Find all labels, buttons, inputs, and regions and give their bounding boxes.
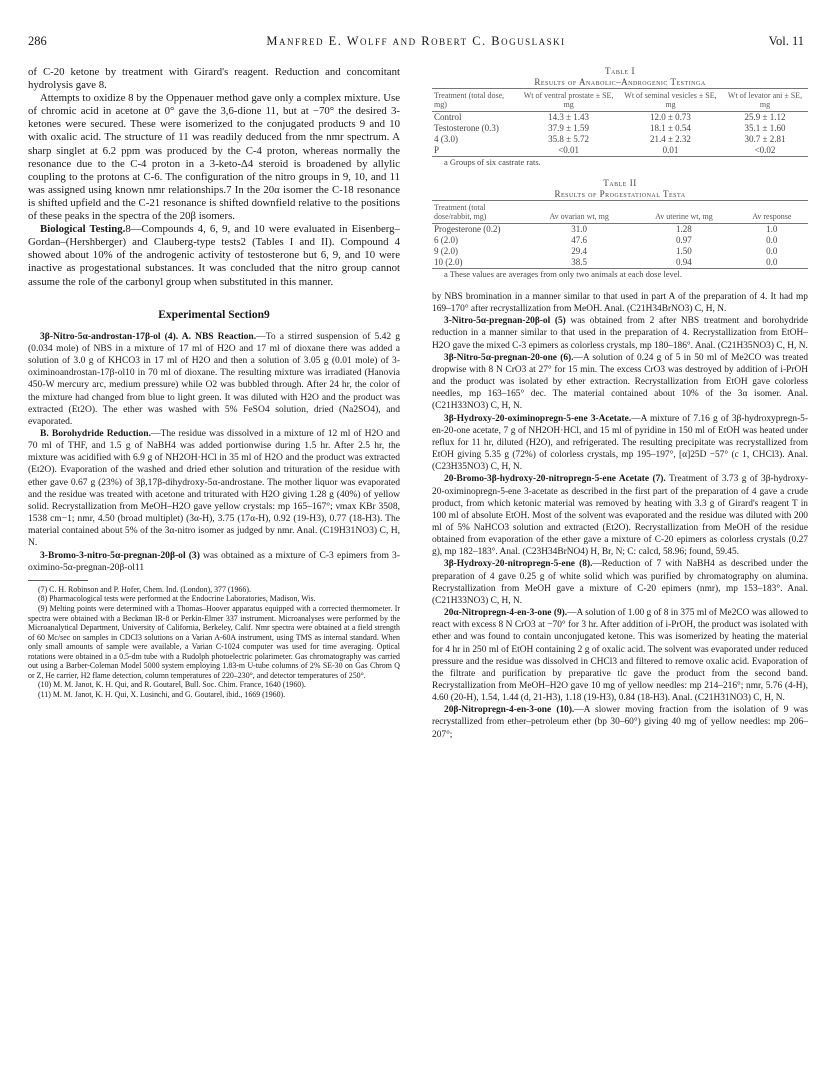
paragraph	[28, 550, 400, 574]
table-footnote: a These values are averages from only two animals at each dose level.	[444, 268, 682, 279]
table-cell: 1.50	[676, 245, 692, 256]
table-row	[432, 134, 808, 145]
column-header: Av uterine wt, mg	[655, 211, 713, 221]
footnote: (11) M. M. Janot, K. H. Qui, X. Lusinchi, and G. Goutarel, ibid., 1669 (1960).	[38, 689, 286, 699]
data-table	[432, 88, 808, 157]
paragraph	[432, 558, 808, 607]
table-caption: Results of Anabolic–Androgenic Testinga	[534, 77, 706, 87]
table-cell: 14.3 ± 1.43	[548, 112, 590, 122]
table-cell: Testosterone (0.3)	[434, 123, 499, 133]
page-header	[28, 34, 804, 50]
footnote: (8) Pharmacological tests were performed at the Endocrine Laboratories, Madison, Wis.	[38, 594, 316, 604]
paragraph	[28, 428, 400, 550]
paragraph-text: —The residue was dissolved in a mixture of 12 ml of H2O and 70 ml of THF, and 1.5 g of NaBH4 was added portionwise during 1.5 hr. After 2.5 hr, the mixture was acidified with 6.9 g of NH2OH·HCl in 35 ml of H2O and the product was extracted (Et2O). Evaporation of the washed and dried ether solution and trituration of the residue with ether gave 0.67 g (23%) of 3β,17β-dihydroxy-5α-androstane. The mother liquor was evaporated and the residue was treated with acetone and triturated with H2O giving 1.28 g (40%) of yellow solid. Recrystallization from MeOH–H2O gave yellow crystals: mp 165–167°; νmax KBr 3508, 1538 cm−1; nmr, 4.50 (broad multiplet) (3α-H), 3.75 (17α-H), 0.92 (19-H3), 0.77 (18-H3). The material contained about 5% of the 3α-nitro isomer as judged by nmr. Anal. (C19H31NO3) C, H, N.	[28, 428, 400, 549]
table-cell: 10 (2.0)	[434, 256, 463, 267]
left-column	[28, 66, 400, 699]
paragraph-heading: Biological Testing.	[40, 223, 126, 236]
paragraph-text: —A solution of 0.24 g of 5 in 50 ml of Me2CO was treated dropwise with 8 N CrO3 at 27° for 15 min. The excess CrO3 was destroyed by addition of i-PrOH and the product was isolated by ether extraction. Recrystallization from EtOH gave colorless needles, mp 163–165° dec. The material contained about 10% of the 3α isomer. Anal. (C21H33NO3) C, H, N.	[432, 352, 809, 412]
paragraph-heading: 20-Bromo-3β-hydroxy-20-nitropregn-5-ene Acetate (7).	[444, 474, 666, 485]
table-cell: 25.9 ± 1.12	[744, 112, 786, 122]
table-cell: 1.28	[676, 223, 692, 234]
table-cell: <0.01	[558, 145, 579, 155]
paragraph-heading: B. Borohydride Reduction.	[40, 428, 151, 439]
table-cell: 0.0	[766, 245, 778, 256]
paragraph	[28, 331, 400, 428]
paragraph-text: —To a stirred suspension of 5.42 g (0.034 mole) of NBS in a mixture of 17 ml of H2O and 17 ml of dioxane there was added a solution of 3.0 g of KHCO3 in 17 ml of H2O and then a solution of 3.05 g (0.01 mole) of 3-oximinoandrostan-17β-ol10 in 70 ml of dioxane. The resulting mixture was irradiated (Hanovia 450-W mercury arc, medium pressure) while O2 was bubbled through. After 24 hr, the color of the mixture had changed from blue to light green. It was diluted with H2O and the product was extracted (Et2O). The ether was washed with 5% FeSO4 solution, dried (Na2SO4), and evaporated.	[28, 330, 400, 427]
table-row	[432, 112, 808, 124]
column-header: Wt of ventral prostate ± SE, mg	[523, 91, 614, 109]
table-row	[432, 235, 808, 246]
table-cell: 30.7 ± 2.81	[744, 134, 786, 144]
table-cell: 35.1 ± 1.60	[744, 123, 786, 133]
table-cell: 9 (2.0)	[434, 245, 458, 256]
paragraph	[432, 607, 808, 704]
footnote: (9) Melting points were determined with a Thomas–Hoover apparatus equipped with a corrected thermometer. Ir spectra were obtained with a Beckman IR-8 or Perkin-Elmer 337 instrument. Microanalyses were performed by the Microanalytical Department, University of California, Berkeley, Calif. Nmr spectra were obtained at a field strength of 60 Mc/sec on samples in CDCl3 solutions on a Varian A-60A instrument, using TMS as internal standard. When only small amounts of sample were available, a Varian C-1024 computer was used for time averaging. Optical rotations were obtained in a 0.5-dm tube with a Rudolph photoelectric polarimeter. Gas chromatography was carried out using a Barber-Coleman Model 5000 system employing 1.83-m U-tube columns of 2% SE-30 on Gas Chrom Q or Z, He carrier, H2 flame detection, column temperatures of 220–230°, and detector temperatures of 250°.	[28, 603, 400, 680]
paragraph-heading: 3β-Nitro-5α-pregnan-20-one (6).	[444, 352, 574, 363]
table-row	[432, 123, 808, 134]
paragraph-text: was obtained as a mixture of C-3 epimers from 3-oximino-5α-pregnan-20β-ol11	[28, 549, 400, 573]
table-cell: 6 (2.0)	[434, 234, 458, 245]
column-header: Wt of levator ani ± SE, mg	[727, 91, 803, 109]
paragraph-text: was obtained from 2 after NBS treatment and borohydride reduction in a manner similar to that used in the preparation of 4. Recrystallization from EtOH–H2O gave the mixed C-3 epimers as colorless crystals, mp 180–186°. Anal. (C21H35NO3) C, H, N.	[432, 316, 808, 351]
table-cell: <0.02	[754, 145, 776, 155]
table-number: Table I	[605, 66, 635, 76]
table-row	[432, 257, 808, 269]
table-cell: P	[434, 145, 440, 155]
table-cell: Control	[434, 112, 462, 122]
table-cell: 18.1 ± 0.54	[649, 123, 691, 133]
paragraph-text: —A solution of 1.00 g of 8 in 375 ml of Me2CO was allowed to react with excess 8 N CrO3 at −70° for 3 hr. After addition of i-PrOH, the product was isolated with ether and was found to contain unconjugated ketone. This was isomerized by heating the material for 4 hr in 250 ml of EtOH containing 2 g of oxalic acid. The solvent was evaporated under reduced pressure and the residue was dissolved in CHCl3 and filtered to remove oxalic acid. Evaporation of the filtrate and purification by preparative tlc gave the product from the second band. Recrystallization from MeOH–H2O gave 10 mg of yellow needles: mp 214–216°; nmr, 5.76 (4-H), 4.60 (20-H), 1.54, 1.44 (d, 21-H3), 1.18 (19-H3), 0.84 (18-H3). Anal. (C21H31NO3) C, H, N.	[432, 608, 809, 704]
table-caption: Results of Progestational Testa	[554, 188, 686, 199]
table-cell: 21.4 ± 2.32	[649, 134, 691, 144]
paragraph-heading: 3β-Hydroxy-20-oximinopregn-5-ene 3-Acetate.	[444, 413, 632, 424]
paragraph-heading: 3-Bromo-3-nitro-5α-pregnan-20β-ol (3)	[40, 549, 200, 561]
column-header: Av response	[752, 211, 792, 221]
paragraph	[432, 413, 808, 474]
paragraph-heading: 20α-Nitropregn-4-en-3-one (9).	[444, 608, 568, 619]
paragraph-text: 8—Compounds 4, 6, 9, and 10 were evaluated in Eisenberg–Gordan–(Hershberger) and Clauberg-type tests2 (Tables I and II). Compound 4 showed about 10% of the androgenic activity of testosterone but 6, 9, and 10 were inactive as progestational substances. It was concluded that the nitro group cannot assume the role of the carbonyl group when substituted in this manner.	[28, 223, 400, 288]
paragraph	[432, 315, 808, 351]
paragraph: by NBS bromination in a manner similar to that used in part A of the preparation of 4. It had mp 169–170° after recrystallization from MeOH. Anal. (C21H34BrNO3) C, H, N.	[432, 292, 808, 315]
paragraph	[432, 704, 808, 740]
paragraph-text: —A slower moving fraction from the isolation of 9 was recrystallized from ether–petroleum ether (bp 30–60°) giving 40 mg of yellow needles: mp 206–207°;	[432, 705, 808, 740]
table-row	[432, 223, 808, 235]
table-cell: 0.0	[766, 256, 778, 267]
table-cell: 31.0	[571, 223, 588, 234]
paragraph-heading: 20β-Nitropregn-4-en-3-one (10).	[444, 705, 575, 716]
table-cell: 0.97	[676, 234, 692, 245]
footnote-divider	[28, 580, 88, 581]
table-cell: 4 (3.0)	[434, 134, 458, 144]
paragraph	[432, 352, 808, 413]
column-header: Treatment (total dose/rabbit, mg)	[434, 202, 487, 221]
volume-label: Vol. 11	[768, 34, 804, 48]
data-table	[432, 200, 808, 269]
table-cell: 37.9 ± 1.59	[548, 123, 590, 133]
paragraph-heading: 3β-Nitro-5α-androstan-17β-ol (4). A. NBS Reaction.	[40, 330, 257, 342]
right-column	[432, 66, 808, 741]
table-2	[432, 178, 808, 280]
table-cell: 1.0	[766, 223, 778, 234]
paragraph-heading: 3β-Hydroxy-20-nitropregn-5-ene (8).	[444, 559, 593, 570]
table-1	[432, 66, 808, 168]
paragraph: of C-20 ketone by treatment with Girard's reagent. Reduction and concomitant hydrolysis gave 8.	[28, 66, 400, 92]
table-footnote: a Groups of six castrate rats.	[444, 157, 541, 167]
paragraph-text: Treatment of 3.73 g of 3β-hydroxy-20-oximinopregn-5-ene 3-acetate as described in the first part of the preparation of 4 gave a crude product, from which ketonic material was removed by heating with 3.3 g of Girard's reagent T in 100 ml of absolute EtOH. Most of the solvent was evaporated and the residue was diluted with 200 ml of 5% NaHCO3 solution and extracted (Et2O). Recrystallization from MeOH of the residue obtained from evaporation of the ether gave a mixture of C-20 epimers as colorless crystals (0.27 g), mp 182–183°. Anal. (C23H34BrNO4) H, Br, N; C: calcd, 58.96; found, 59.45.	[432, 474, 808, 558]
table-number: Table II	[603, 177, 637, 188]
table-cell: 12.0 ± 0.73	[649, 112, 691, 122]
paragraph-heading: 3-Nitro-5α-pregnan-20β-ol (5)	[444, 316, 566, 327]
section-title: Experimental Section9	[158, 308, 270, 321]
paragraph	[432, 473, 808, 558]
page-number: 286	[28, 34, 47, 48]
table-cell: 47.6	[571, 234, 588, 245]
column-header: Av ovarian wt, mg	[549, 211, 609, 221]
running-authors: Manfred E. Wolff and Robert C. Boguslaski	[266, 34, 566, 48]
table-cell: 38.5	[571, 256, 588, 267]
table-cell: 0.0	[766, 234, 778, 245]
column-header: Treatment (total dose, mg)	[434, 91, 505, 109]
table-cell: 0.94	[676, 256, 692, 267]
paragraph-text: —Reduction of 7 with NaBH4 as described under the preparation of 4 gave 0.25 g of white solid which was purified by chromatography on alumina. Recrystallization from MeOH gave a mixture of C-20 epimers (nmr), mp 153–183°. Anal. (C21H33NO3) C, H, N.	[432, 559, 809, 606]
paragraph: Attempts to oxidize 8 by the Oppenauer method gave only a complex mixture. Use of chromic acid in acetone at 0° gave the 3,6-dione 11, but at −70° the desired 3-ketones were secured. These were isomerized to the conjugated products 9 and 10 with oxalic acid. The structure of 11 was readily deduced from the nmr spectrum. A sharp singlet at 6.2 ppm was produced by the C-4 proton, whereas normally the resonance due to the C-4 proton in a 3-keto-Δ4 steroid is broadened by allylic coupling to the protons at C-6. The configuration of the nitro groups in 9, 10, and 11 was assigned using known nmr relationships.7 In the 20α isomer the C-18 resonance is shifted upfield and the C-21 resonance is shifted downfield relative to the positions of these peaks in the spectra of the 20β isomers.	[28, 92, 400, 223]
table-row	[432, 246, 808, 257]
table-cell: 29.4	[571, 245, 588, 256]
table-cell: 0.01	[662, 145, 679, 155]
footnote: (7) C. H. Robinson and P. Hofer, Chem. Ind. (London), 377 (1966).	[38, 584, 251, 594]
paragraph	[28, 223, 400, 288]
footnote: (10) M. M. Janot, K. H. Qui, and R. Goutarel, Bull. Soc. Chim. France, 1640 (1960).	[38, 680, 306, 690]
paragraph-text: —A mixture of 7.16 g of 3β-hydroxypregn-5-en-20-one acetate, 7 g of NH2OH·HCl, and 15 ml of pyridine in 150 ml of EtOH was heated under reflux for 11 hr, diluted (H2O), and refrigerated. The resulting precipitate was recrystallized from EtOH giving 5.35 g (72%) of colorless crystals, mp 195–197°, [α]25D −57° (c 1, CHCl3). Anal. (C23H35NO3) C, H, N.	[432, 413, 808, 473]
table-cell: Progesterone (0.2)	[434, 223, 501, 234]
table-cell: 35.8 ± 5.72	[548, 134, 590, 144]
table-row	[432, 145, 808, 157]
column-header: Wt of seminal vesicles ± SE, mg	[624, 91, 717, 109]
